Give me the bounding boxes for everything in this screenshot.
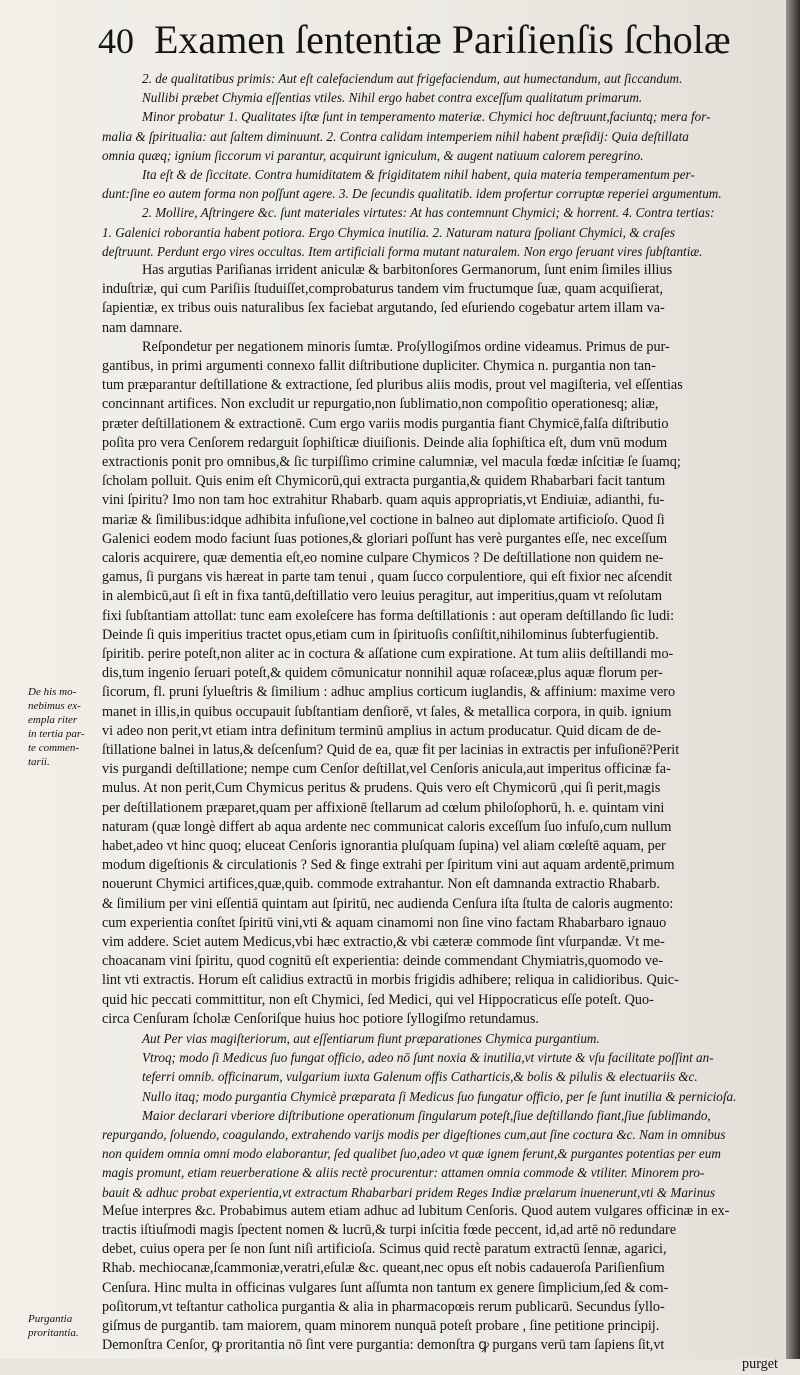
text-line: Nullibi præbet Chymia eſſentias vtiles. Nihil ergo habet contra exceſſum qualitatum primarum. <box>142 90 643 106</box>
text-line: Rhab. mechiocanæ,ſcammoniæ,veratri,eſulæ &c. queant,nec opus eſt nobis cadaueroſa Pariſienſium <box>102 1260 665 1277</box>
margin-note: Purgantia proritantia. <box>28 1313 79 1339</box>
text-line: Aut Per vias magiſteriorum, aut eſſentiarum fiunt præparationes Chymica purgantium. <box>142 1031 600 1046</box>
text-line: Demonſtra Cenſor, ꝙ proritantia nō ſint vere purgantia: demonſtra ꝙ purgans verū tam ſapiens ſit,vt <box>102 1337 665 1354</box>
text-line: ſpiritib. perire poteſt,non aliter ac in coctura & aſſatione cum expiratione. At tum aliis deſtillandi mo- <box>102 646 674 662</box>
text-line: habet,adeo vt hinc quoq; eluceat Cenſoris ignorantia pluſquam ſupina) vel aliam cœleſtē aquam, per <box>102 838 666 854</box>
text-line: per deſtillationem præparet,quam per affixionē ſtellarum ad cœlum philoſophorū, h. e. quintam vini <box>102 799 665 816</box>
text-line: Reſpondetur per negationem minoris ſumtæ. Proſyllogiſmos ordine videamus. Primus de pur- <box>142 338 670 355</box>
text-line: 2. de qualitatibus primis: Aut eſt calefaciendum aut frigefaciendum, aut humectandum, aut ſiccandum. <box>142 71 683 86</box>
text-line: cum experientia conſtet ſpiritū vini,vti & aquam cinamomi non ſine vino factam Rhabarbaro ignauo <box>102 914 667 931</box>
text-line: bauit & adhuc probat experientia,vt extractum Rhabarbari pridem Reges Indiæ prælarum inuenerunt,vti & Marinus <box>102 1184 716 1200</box>
text-line: modum digeſtionis & circulationis ? Sed & finge extrahi per ſpiritum vini aut aquam ardentē,primum <box>102 857 675 874</box>
text-line: gantibus, in primi argumenti connexo fallit diſtributione dupliciter. Chymica n. purgantia non tan- <box>102 358 656 374</box>
text-line: & ſimilium per vini eſſentiā quintam aut ſpiritū, nec audienda Cenſura iſta ſtulta de caloris augmento: <box>102 895 674 912</box>
text-line: omnia quæq; ignium ſiccorum vi parantur, acquirunt igniculum, & augent natiuum calorem peregrino. <box>102 147 644 163</box>
text-line: tum præparantur deſtillatione & extractione, ſed pluribus aliis modis, prout vel magiſteria, vel eſſentias <box>102 377 683 394</box>
text-line: concinnant artifices. Non excludit ur repurgatio,non ſublimatio,non compoſitio operationesq; aliæ, <box>102 396 659 413</box>
text-line: Has argutias Pariſianas irrident aniculæ & barbitonſores Germanorum, ſunt enim ſimiles illius <box>142 262 673 278</box>
text-line: fixi ſubſtantiam attollat: tunc eam exoleſcere has forma deſtillationis : aut operam deſtillando ſic ludi: <box>102 607 675 624</box>
text-line: dis,tum ingenio ſeruari poteſt,& quidem cōmunicatur nonnihil aquæ roſaceæ,plus aquæ florum per- <box>102 665 663 682</box>
running-header <box>98 16 758 66</box>
text-line: Vtroq; modo ſi Medicus ſuo fungat officio, adeo nō ſunt noxia & inutilia,vt virtute & vſu facilitate poſſint an- <box>142 1050 714 1066</box>
text-line: mulus. At non perit,Cum Chymicus peritus & prudens. Quis vero eſt Chymicorū ,qui ſi perit,magis <box>102 780 661 797</box>
text-line: purget <box>742 1356 778 1373</box>
text-line: ſtillatione balnei in latus,& deſcenſum? Quid de ea, quæ fit per lacinias in extractis per infuſionē?Perit <box>102 742 680 758</box>
text-line: Maior declarari vberiore diſtributione operationum ſingularum poteſt,ſiue deſtillando fiant,ſiue ſublimando, <box>142 1107 711 1123</box>
text-line: deſtruunt. Perdunt ergo vires occultas. Item artificiali forma mutant naturalem. Non ergo ſeruant vires ſubſtantiæ. <box>102 243 703 259</box>
text-line: poſita pro vera Cenſorem redarguit ſophiſticæ diuiſionis. Deinde alia ſophiſtica eſt, dum vnū modum <box>102 434 668 451</box>
running-title: Examen ſententiæ Pariſienſis ſcholæ <box>154 17 731 62</box>
margin-note: De his mo- nebimus ex- empla riter in tertia par- te commen- tarii. <box>28 686 85 768</box>
text-line: ſapientiæ, ex tribus ouis naturalibus ſex faciebat argutando, ſed eſuriendo cogebatur artem illam va- <box>102 300 665 317</box>
text-line: Deinde ſi quis imperitius tractet opus,etiam cum in ſpirituoſis conſiſtit,nihilominus ſubterfugientib. <box>102 626 659 643</box>
text-line: nouerunt Chymici artifices,quæ,quib. commode extrahantur. Non eſt damnanda extractio Rhabarb. <box>102 876 660 893</box>
text-line: lint vti extractis. Horum eſt calidius extractū in morbis frigidis adhibere; reliqua in calidioribus. Quic- <box>102 972 679 989</box>
text-line: 2. Mollire, Aſtringere &c. ſunt materiales virtutes: At has contemnunt Chymici; & horrent. 4. Contra tertias: <box>142 205 715 221</box>
text-line: vis purgandi deſtillatione; nempe cum Cenſor deſtillat,vel Cenſoris anicula,aut imperitus officinæ fa- <box>102 761 671 778</box>
text-line: extractionis ponit pro omnibus,& ſic turpiſſimo crimine calumniæ, vel macula fœdæ inſcitiæ ſe ſuamq; <box>102 454 681 470</box>
text-line: quid hic peccati committitur, non eſt Chymici, ſed Medici, qui vel Hippocraticus eſſe poteſt. Quo- <box>102 991 654 1008</box>
text-line: gamus, ſi purgans vis hæreat in parte tam tenui , quam ſucco corpulentiore, qui eſt fixior nec aſcendit <box>102 569 673 586</box>
text-line: giſmus de purgantib. tam maiorem, quam minorem nunquā poteſt probare , ſine petitione principij. <box>102 1318 660 1334</box>
text-line: 1. Galenici roborantia habent potiora. Ergo Chymica inutilia. 2. Naturam natura ſpoliant Chymici, & craſes <box>102 224 676 240</box>
text-line: teferri omnib. officinarum, vulgarium iuxta Galenum offis Catharticis,& bolis & pilulis & electuariis &c. <box>142 1069 698 1085</box>
text-line: naturam (quæ longè differt ab aqua ardente nec communicat caloris exceſſum ſuo infuſo,cum nullum <box>102 818 672 835</box>
text-line: in alembicū,aut ſi eſt in fixa tantū,deſtillatio vero leuius peragitur, aut imperitius,quam vt reſolutam <box>102 588 663 605</box>
page-number: 40 <box>98 21 134 61</box>
text-line: vi adeo non perit,vt etiam intra definitum terminū amplius in actum producatur. Quid dicam de de- <box>102 722 662 739</box>
text-line: mariæ & ſimilibus:idque adhibita infuſione,vel coctione in balneo aut diplomate artificioſo. Quod ſi <box>102 511 665 528</box>
text-line: debet, cuius opera per ſe non ſunt niſi artificioſa. Scimus quid rectè paratum extractū ſennæ, agarici, <box>102 1241 667 1258</box>
text-line: caloris acquirere, quæ dementia eſt,eo nomine culpare Chymicos ? De deſtillatione non quidem ne- <box>102 550 664 566</box>
text-line: nam damnare. <box>102 319 183 336</box>
text-line: induſtriæ, qui cum Pariſiis ſtuduiſſet,comprobaturus tandem vim fructumque ſuæ, quam acquiſierat, <box>102 281 664 298</box>
text-line: vini ſpiritu? Imo non tam hoc extrahitur Rhabarb. quam aquis appropriatis,vt Endiuiæ, adianthi, fu- <box>102 492 665 509</box>
text-line: Minor probatur 1. Qualitates iſtæ ſunt in temperamento materiæ. Chymici hoc deſtruunt,faciuntq; mera for- <box>142 109 711 125</box>
text-line: repurgando, ſoluendo, coagulando, extrahendo varijs modis per digeſtiones cum,aut ſine coctura &c. Nam in omnibus <box>102 1127 726 1142</box>
text-line: tractis iſtiuſmodi magis ſpectent nomen & lucrū,& turpi inſcitia fœde peccent, id,ad artē nō redundare <box>102 1222 677 1238</box>
page-edge-shadow <box>786 0 800 1359</box>
text-line: Galenici eodem modo faciunt ſuas potiones,& gloriari poſſunt has verè purgantes eſſe, nec exceſſum <box>102 530 668 547</box>
text-line: magis promunt, etiam reuerberatione & aliis rectè procurentur: attamen omnia commode & vtiliter. Minorem pro- <box>102 1165 705 1181</box>
text-line: choacanam vini ſpiritu, quod cognitū eſt experientia: deinde commendant Chymiatris,quomodo ve- <box>102 953 664 970</box>
text-line: manet in illis,in quibus occupauit ſubſtantiam denſiorē, vt ſales, & metallica corpora, in quib. ignium <box>102 703 672 720</box>
text-line: ſcholam polluit. Quis enim eſt Chymicorū,qui extracta purgantia,& quidem Rhabarbari facit tantum <box>102 473 666 490</box>
text-line: vim addere. Sciet autem Medicus,vbi hæc extractio,& vbi cæteræ commode ſint vſurpandæ. Vt me- <box>102 934 665 950</box>
text-line: Meſue interpres &c. Probabimus autem etiam adhuc ad lubitum Cenſoris. Quod autem vulgares officinæ in ex- <box>102 1202 730 1219</box>
text-line: Cenſura. Hinc multa in officinas vulgares ſunt aſſumta non tantum ex genere ſimplicium,ſed & com- <box>102 1279 669 1296</box>
text-line: malia & ſpiritualia: aut ſaltem diminuunt. 2. Contra calidam intemperiem nihil habent præſidij: Quia deſtillata <box>102 128 689 144</box>
text-line: poſitorum,vt teſtantur catholica purgantia & alia in pharmacopœis rerum publicarū. Secundus ſyllo- <box>102 1298 665 1315</box>
text-line: non quidem omnia omni modo elaborantur, ſed qualibet ſuo,adeo vt quæ ignem ferunt,& purgantes potentias per eum <box>102 1146 721 1162</box>
text-line: circa Cenſuram ſcholæ Cenſoriſque huius hoc potiore ſyllogiſmo retundamus. <box>102 1010 539 1027</box>
text-line: ſicorum, fl. pruni ſylueſtris & ſimilium : adhuc amplius corticum iuglandis, & affinium: maxime vero <box>102 684 676 701</box>
text-line: Ita eſt & de ſiccitate. Contra humiditatem & frigiditatem nihil habent, quia materia temperamentum per- <box>142 167 695 182</box>
text-line: præter deſtillationem & extractionē. Cum ergo variis modis purgantia fiant Chymicē,falſa diſtributio <box>102 415 669 432</box>
text-line: dunt:ſine eo autem forma non poſſunt agere. 3. De ſecundis qualitatib. idem profertur corruptæ reperiei argumentum. <box>102 186 722 202</box>
text-line: Nullo itaq; modo purgantia Chymicè præparata ſi Medicus ſuo fungatur officio, per ſe ſunt inutilia & pernicioſa. <box>142 1088 737 1104</box>
